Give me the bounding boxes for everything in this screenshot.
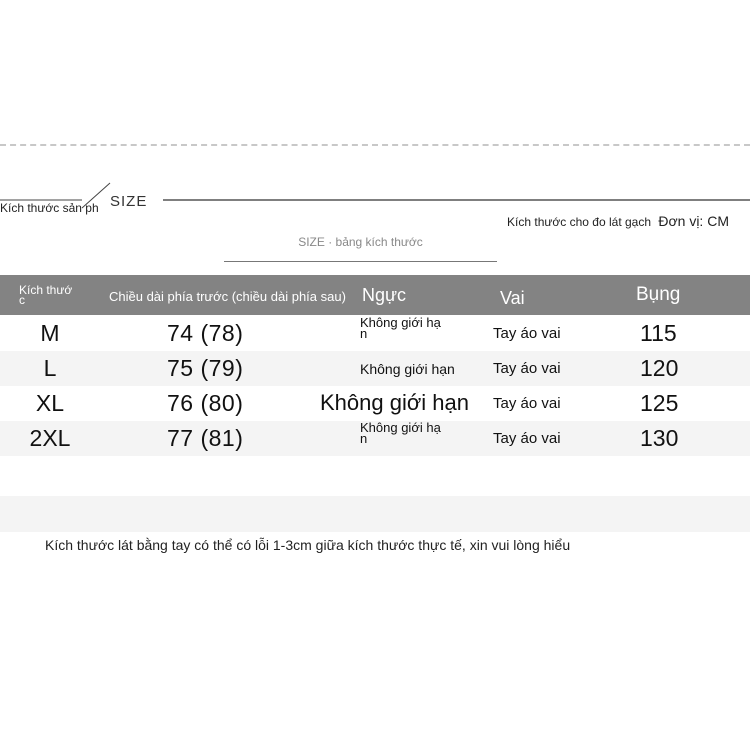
cell-size: L [43, 355, 57, 381]
table-row [0, 316, 750, 351]
cell-length: 76 (80) [167, 390, 244, 416]
cell-shoulder: Tay áo vai [493, 325, 561, 342]
cell-length: 74 (78) [167, 320, 244, 346]
cell-belly: 115 [640, 320, 677, 346]
cell-belly: 125 [640, 390, 679, 416]
table-subtitle: SIZE · bảng kích thước [298, 235, 423, 249]
cell-chest: Không giới hạn [320, 390, 469, 415]
cell-size: XL [35, 390, 65, 416]
header-chest: Ngực [362, 285, 407, 305]
cell-length: 77 (81) [167, 425, 244, 451]
cell-shoulder: Tay áo vai [493, 395, 561, 412]
measurement-method: Kích thước cho đo lát gạch [507, 215, 652, 229]
cell-belly: 130 [640, 425, 679, 451]
cell-size: 2XL [29, 425, 71, 451]
header-length: Chiều dài phía trước (chiều dài phía sau) [109, 289, 346, 304]
cell-chest: Không giới hạ n [360, 420, 441, 446]
subtitle-underline [224, 261, 497, 262]
cell-shoulder: Tay áo vai [493, 360, 561, 377]
footer-note: Kích thước lát bằng tay có thể có lỗi 1-3cm giữa kích thước thực tế, xin vui lòng hiểu [45, 537, 571, 553]
table-header-row [0, 275, 750, 315]
header-shoulder: Vai [500, 288, 525, 308]
size-title: SIZE [110, 193, 148, 210]
table-row [0, 351, 750, 386]
cell-chest: Không giới hạ n [360, 315, 441, 341]
table-row [0, 386, 750, 421]
header-belly: Bụng [636, 284, 681, 305]
footer-band [0, 496, 750, 532]
unit-label: Đơn vị: CM [658, 213, 729, 229]
cell-size: M [40, 320, 60, 346]
cell-chest: Không giới hạn [360, 361, 455, 377]
table-row [0, 421, 750, 456]
measurement-note [507, 213, 729, 229]
dashed-divider [0, 144, 750, 146]
header-size: Kích thướ c [19, 283, 73, 307]
cell-shoulder: Tay áo vai [493, 430, 561, 447]
product-size-label: Kích thước sản ph [0, 201, 99, 215]
cell-belly: 120 [640, 355, 679, 381]
cell-length: 75 (79) [167, 355, 244, 381]
